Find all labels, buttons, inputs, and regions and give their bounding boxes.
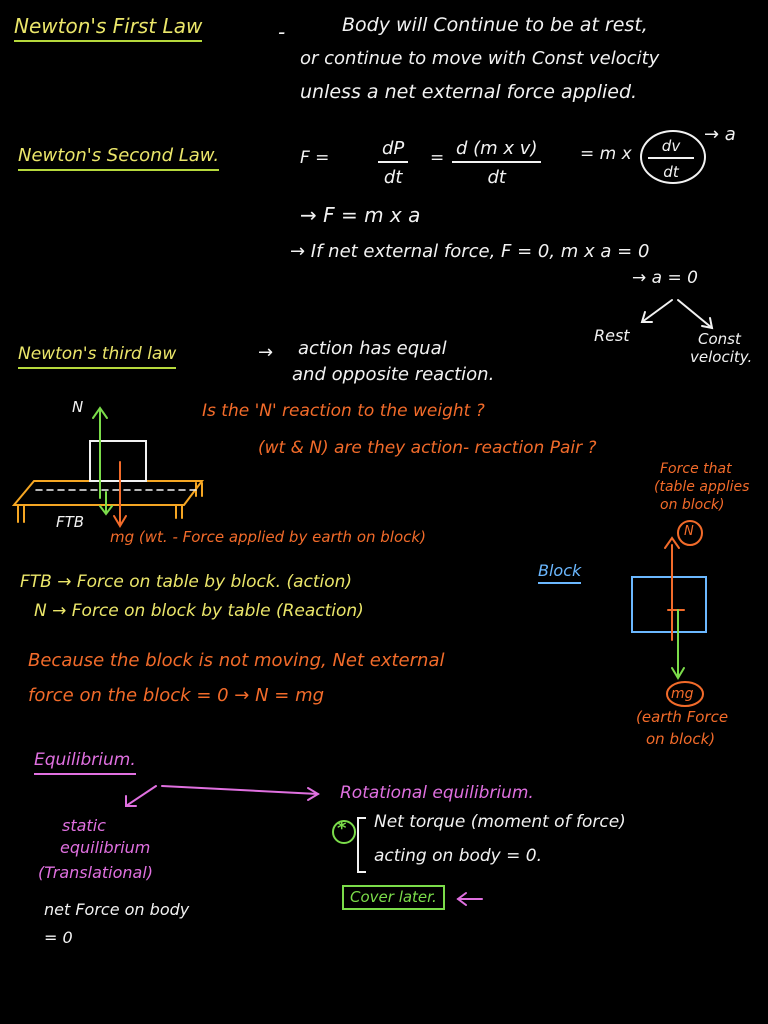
table-icon xyxy=(14,481,202,522)
first-law-line-3: unless a net external force applied. xyxy=(300,81,638,103)
fraction-dv-denominator: dt xyxy=(663,163,679,181)
label-rest: Rest xyxy=(594,326,630,345)
mg-note: mg (wt. - Force applied by earth on block) xyxy=(110,528,426,546)
question-action-reaction-pair: (wt & N) are they action- reaction Pair ? xyxy=(258,438,597,458)
n-arrow xyxy=(93,408,112,514)
line-f-equals-ma: → F = m x a xyxy=(300,203,421,227)
n-circle-label: N xyxy=(684,524,694,539)
fraction-dp-numerator: dP xyxy=(378,138,408,163)
second-law-title: Newton's Second Law. xyxy=(18,147,219,171)
first-law-line-1: Body will Continue to be at rest, xyxy=(342,14,648,36)
static-line-1: static xyxy=(62,816,106,835)
fraction-dp-denominator: dt xyxy=(383,167,403,188)
label-const: Const xyxy=(698,330,741,348)
fraction-dmv-denominator: dt xyxy=(487,167,506,188)
first-law-dash: - xyxy=(278,20,286,44)
ftb-note-action: FTB → Force on table by block. (action) xyxy=(20,572,353,592)
third-law-line-2: and opposite reaction. xyxy=(292,364,495,385)
label-n: N xyxy=(72,398,84,416)
third-law-title: Newton's third law xyxy=(18,346,176,369)
ftb-note-reaction: N → Force on block by table (Reaction) xyxy=(34,601,364,621)
third-law-line-1: action has equal xyxy=(298,338,447,359)
table-diagram xyxy=(14,408,202,526)
static-line-2: equilibrium xyxy=(60,838,151,857)
block-box xyxy=(632,577,706,632)
arrow-to-a: → a xyxy=(704,124,736,145)
because-line-1: Because the block is not moving, Net external xyxy=(28,650,445,671)
second-law-eq-3: = m x xyxy=(580,144,632,164)
star-icon: * xyxy=(337,818,347,839)
first-law-line-2: or continue to move with Const velocity xyxy=(300,48,660,69)
first-law-title: Newton's First Law xyxy=(14,16,202,42)
static-line-3: (Translational) xyxy=(38,863,154,882)
line-if-net-force-zero: → If net external force, F = 0, m x a = 0 xyxy=(290,241,650,262)
because-line-2: force on the block = 0 → N = mg xyxy=(28,685,325,706)
fraction-dv-numerator: dv xyxy=(648,137,694,159)
equilibrium-arrows xyxy=(126,786,482,905)
equilibrium-title: Equilibrium. xyxy=(34,752,136,775)
mg-arrow xyxy=(114,462,126,526)
block-free-body-diagram xyxy=(632,521,706,706)
force-note-2: (table applies xyxy=(654,479,750,495)
net-force-line-1: net Force on body xyxy=(44,900,190,919)
label-ftb: FTB xyxy=(56,513,85,531)
force-note-1: Force that xyxy=(660,461,732,477)
block-on-table xyxy=(90,441,146,481)
net-force-line-2: = 0 xyxy=(44,928,73,947)
label-velocity: velocity. xyxy=(690,348,753,366)
mg-circle-label: mg xyxy=(671,686,694,702)
earth-note-1: (earth Force xyxy=(636,708,729,726)
earth-note-2: on block) xyxy=(646,730,716,748)
line-a-equals-zero: → a = 0 xyxy=(632,268,698,288)
force-note-3: on block) xyxy=(660,497,725,513)
torque-bracket xyxy=(358,818,366,872)
branch-arrows xyxy=(642,300,712,328)
torque-line-2: acting on body = 0. xyxy=(374,846,543,866)
cover-later-box: Cover later. xyxy=(342,885,445,910)
question-reaction-to-weight: Is the 'N' reaction to the weight ? xyxy=(202,401,485,421)
block-label: Block xyxy=(538,563,581,584)
rotational-equilibrium: Rotational equilibrium. xyxy=(340,783,534,803)
second-law-eq-2: = xyxy=(430,148,445,168)
second-law-f-eq: F = xyxy=(300,148,330,168)
third-law-arrow: → xyxy=(258,342,274,363)
fraction-dmv-numerator: d (m x v) xyxy=(452,138,541,163)
torque-line-1: Net torque (moment of force) xyxy=(374,812,626,832)
